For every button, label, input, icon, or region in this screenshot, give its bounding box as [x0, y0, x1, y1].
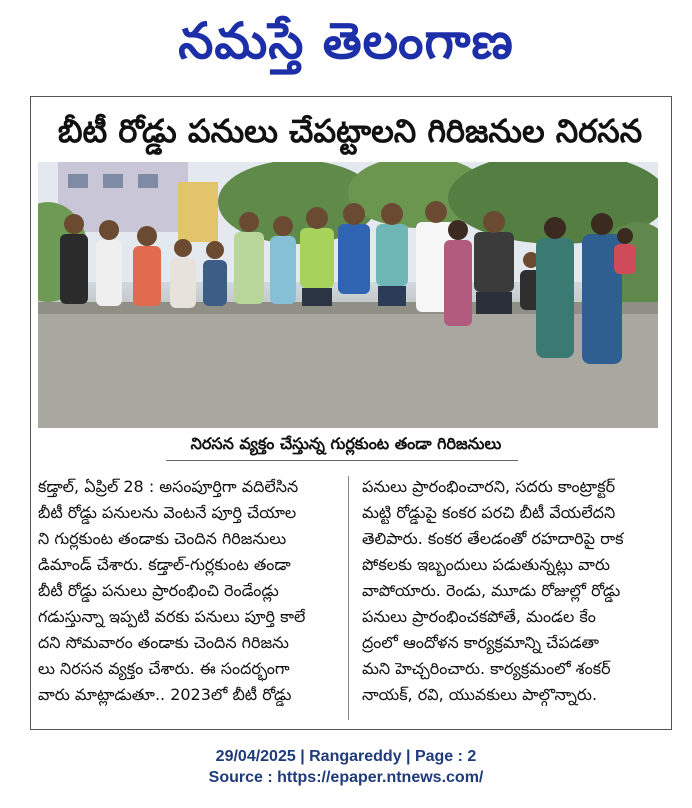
- footer-source: Source : https://epaper.ntnews.com/: [208, 769, 484, 786]
- article-text-line: వాపోయారు. రెండు, మూడు రోజుల్లో రోడ్డు: [362, 581, 621, 600]
- caption-underline: [166, 460, 518, 461]
- article-text-line: ని గుర్లకుంట తండాకు చెందిన గిరిజనులు: [38, 529, 287, 548]
- column-divider: [348, 476, 349, 720]
- article-text-line: డిమాండ్ చేశారు. కడ్తాల్-గుర్లకుంట తండా: [38, 555, 291, 574]
- article-text-line: వారు మాట్లాడుతూ.. 2023లో బీటీ రోడ్డు: [38, 685, 292, 704]
- article-text-line: మని హెచ్చరించారు. కార్యక్రమంలో శంకర్: [362, 659, 611, 678]
- article-headline: బీటీ రోడ్డు పనులు చేపట్టాలని గిరిజనుల నిరసన: [57, 112, 643, 150]
- footer-date-edition-page: 29/04/2025 | Rangareddy | Page : 2: [215, 748, 477, 765]
- article-text-line: ద్రంలో ఆందోళన కార్యక్రమాన్ని చేపడతా: [362, 633, 600, 652]
- article-text-line: నాయక్, రవి, యువకులు పాల్గొన్నారు.: [362, 685, 598, 704]
- newspaper-masthead-logo: నమస్తే తెలంగాణ: [178, 11, 514, 70]
- article-column-left: [38, 474, 342, 708]
- article-column-right: [362, 474, 666, 708]
- article-text-line: పోకలకు ఇబ్బందులు పడుతున్నట్లు వారు: [362, 555, 610, 574]
- article-text-line: గడుస్తున్నా ఇప్పటి వరకు పనులు పూర్తి కాలే: [38, 607, 306, 626]
- article-text-line: బీటీ రోడ్డు పనులు ప్రారంభించి రెండేండ్లు: [38, 581, 279, 600]
- article-text-line: పనులు ప్రారంభించకపోతే, మండల కేం: [362, 607, 596, 626]
- article-text-line: కడ్తాల్, ఏప్రిల్ 28 : అసంపూర్తిగా వదిలేసిన: [38, 477, 299, 496]
- photo-caption: నిరసన వ్యక్తం చేస్తున్న గుర్లకుంట తండా గిరిజనులు: [190, 434, 502, 453]
- article-text-line: దని సోమవారం తండాకు చెందిన గిరిజను: [38, 633, 289, 652]
- article-text-line: తెలిపారు. కంకర తేలడంతో రహదారిపై రాక: [362, 529, 624, 548]
- protest-photo-illustration: [38, 162, 658, 428]
- article-text-line: బీటీ రోడ్డు పనులను వెంటనే పూర్తి చేయాల: [38, 503, 297, 522]
- article-text-line: మట్టి రోడ్డుపై కంకర పరచి బీటీ వేయలేదని: [362, 503, 616, 522]
- protest-photo: [38, 162, 658, 428]
- article-text-line: పనులు ప్రారంభించారని, సదరు కాంట్రాక్టర్: [362, 477, 616, 496]
- article-text-line: లు నిరసన వ్యక్తం చేశారు. ఈ సందర్భంగా: [38, 659, 290, 678]
